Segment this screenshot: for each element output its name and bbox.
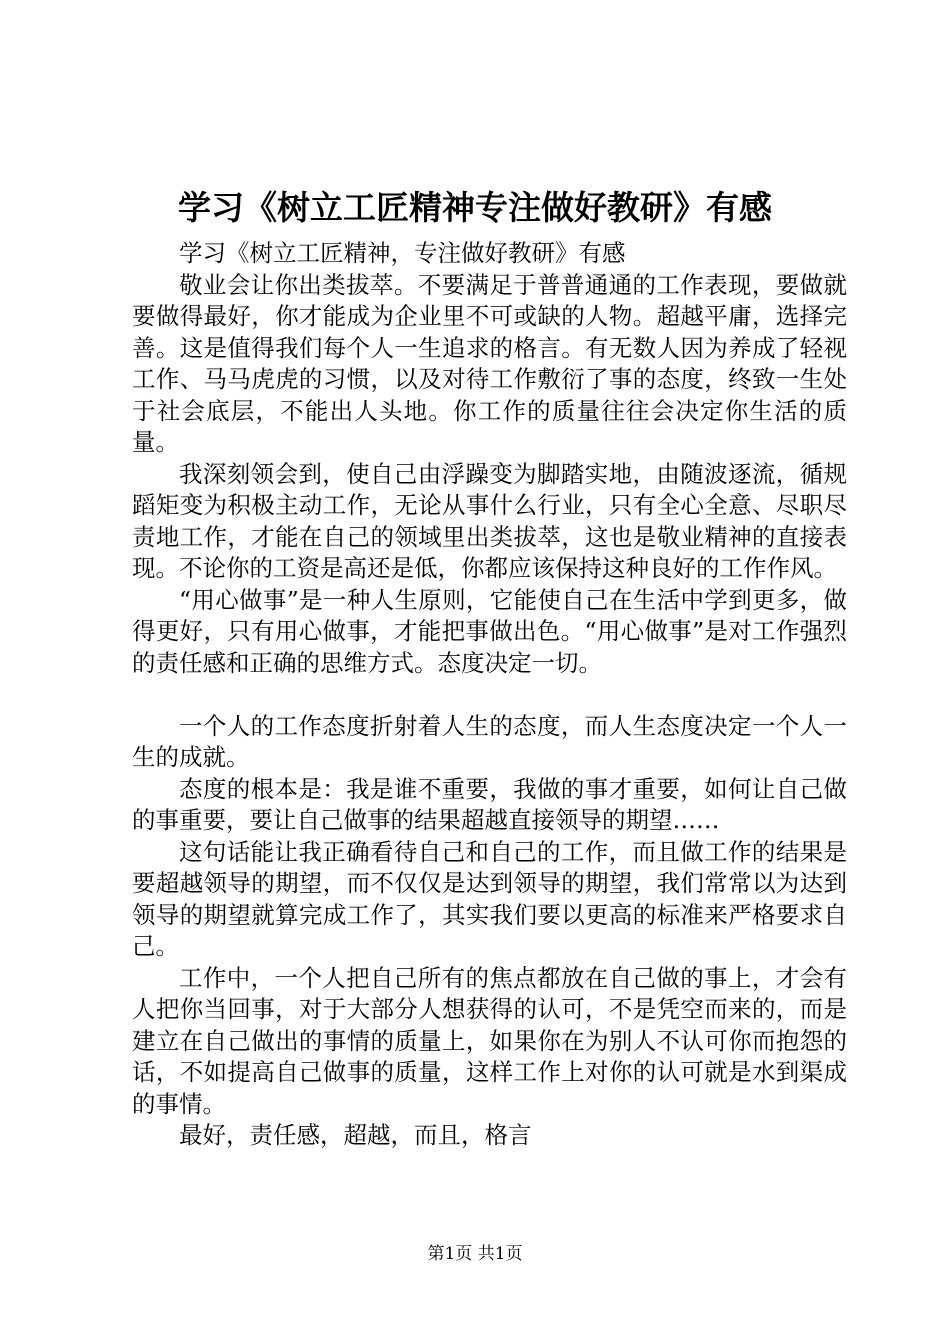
body-paragraph: 工作中，一个人把自己所有的焦点都放在自己做的事上，才会有人把你当回事，对于大部分人想获得的认可，不是凭空而来的，而是建立在自己做出的事情的质量上，如果你在为别人不认可你而抱怨的话，不如提高自己做事的质量，这样工作上对你的认可就是水到渠成的事情。 (132, 963, 847, 1118)
body-paragraph: 一个人的工作态度折射着人生的态度，而人生态度决定一个人一生的成就。 (132, 711, 847, 771)
blank-line (132, 679, 847, 711)
body-paragraph: “用心做事”是一种人生原则，它能使自己在生活中学到更多，做得更好，只有用心做事，才能把事做出色。“用心做事”是对工作强烈的责任感和正确的思维方式。态度决定一切。 (132, 585, 847, 677)
subtitle-paragraph: 学习《树立工匠精神，专注做好教研》有感 (179, 239, 626, 267)
page-footer: 第1页 共1页 (427, 1244, 523, 1264)
document-title: 学习《树立工匠精神专注做好教研》有感 (178, 188, 772, 227)
body-paragraph: 这句话能让我正确看待自己和自己的工作，而且做工作的结果是要超越领导的期望，而不仅仅是达到领导的期望，我们常常以为达到领导的期望就算完成工作了，其实我们要以更高的标准来严格要求自己。 (132, 837, 847, 960)
body-paragraph: 敬业会让你出类拔萃。不要满足于普普通通的工作表现，要做就要做得最好，你才能成为企业里不可或缺的人物。超越平庸，选择完善。这是值得我们每个人一生追求的格言。有无数人因为养成了轻视工作、马马虎虎的习惯，以及对待工作敷衍了事的态度，终致一生处于社会底层，不能出人头地。你工作的质量往往会决定你生活的质量。 (132, 270, 847, 456)
document-body (132, 238, 847, 1152)
body-paragraph: 我深刻领会到，使自己由浮躁变为脚踏实地，由随波逐流，循规蹈矩变为积极主动工作，无论从事什么行业，只有全心全意、尽职尽责地工作，才能在自己的领域里出类拔萃，这也是敬业精神的直接表现。不论你的工资是高还是低，你都应该保持这种良好的工作作风。 (132, 459, 847, 582)
body-paragraph: 态度的根本是：我是谁不重要，我做的事才重要，如何让自己做的事重要，要让自己做事的结果超越直接领导的期望…… (132, 774, 847, 834)
keywords-line: 最好，责任感，超越，而且，格言 (179, 1121, 532, 1149)
